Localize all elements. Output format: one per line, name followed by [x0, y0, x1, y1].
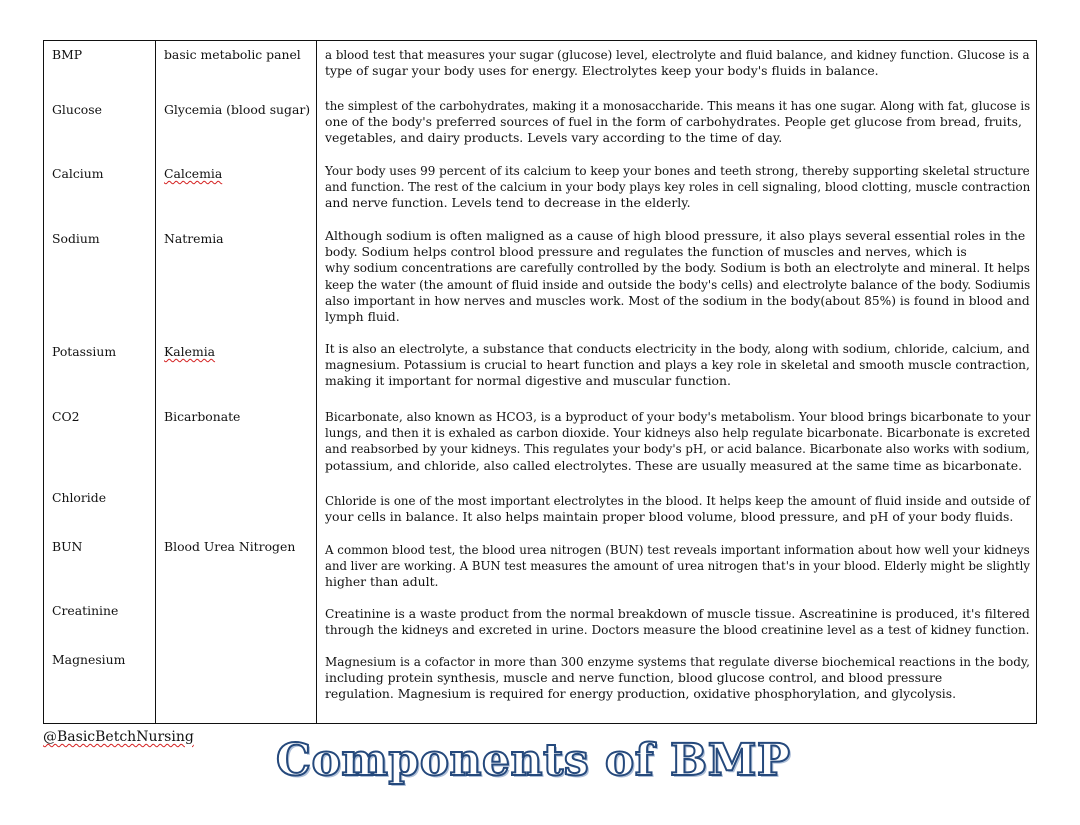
row-name-calcium: Calcemia — [164, 166, 223, 181]
row-desc-bmp — [325, 47, 1030, 79]
row-name-bun: Blood Urea Nitrogen — [164, 539, 296, 554]
page-title: Components of BMP — [276, 735, 791, 786]
column-divider-2 — [316, 41, 317, 723]
desc-line: potassium, and chloride, also called electrolytes. These are usually measured at the same time as bicarbonate. — [325, 457, 1023, 473]
desc-line: magnesium. Potassium is crucial to heart function and plays a key role in skeletal and smooth muscle contraction, — [325, 357, 1030, 373]
row-abbr-glucose: Glucose — [52, 102, 102, 117]
desc-line: and liver are working. A BUN test measures the amount of urea nitrogen that's in your blood. Elderly might be slightly — [325, 558, 1030, 574]
desc-line: the simplest of the carbohydrates, making it a monosaccharide. This means it has one sugar. Along with fat, glucose is — [325, 98, 1031, 113]
desc-line: lungs, and then it is exhaled as carbon dioxide. Your kidneys also help regulate bicarbonate. Bicarbonate is excreted — [325, 425, 1031, 441]
row-desc-creatinine — [325, 606, 1030, 638]
row-desc-sodium — [325, 228, 1030, 325]
desc-line: and reabsorbed by your kidneys. This regulates your body's pH, or acid balance. Bicarbonate also works with sodium, — [325, 441, 1030, 457]
desc-line: type of sugar your body uses for energy. Electrolytes keep your body's fluids in balance. — [325, 63, 879, 79]
desc-line: A common blood test, the blood urea nitrogen (BUN) test reveals important information about how well your kidneys — [325, 542, 1030, 557]
desc-line: higher than adult. — [325, 574, 439, 590]
desc-line: also important in how nerves and muscles work. Most of the sodium in the body(about 85%) is found in blood and — [325, 292, 1030, 308]
row-abbr-calcium: Calcium — [52, 166, 104, 181]
desc-line: a blood test that measures your sugar (glucose) level, electrolyte and fluid balance, and kidney function. Glucose is a — [325, 47, 1030, 62]
row-abbr-sodium: Sodium — [52, 231, 100, 246]
row-desc-calcium — [325, 163, 1030, 212]
desc-line: Creatinine is a waste product from the normal breakdown of muscle tissue. Ascreatinine is produced, it's filtered — [325, 606, 1030, 621]
desc-line: Your body uses 99 percent of its calcium to keep your bones and teeth strong, thereby supporting skeletal structure — [325, 163, 1030, 178]
desc-line: Magnesium is a cofactor in more than 300 enzyme systems that regulate diverse biochemical reactions in the body, — [325, 654, 1030, 669]
row-abbr-magnesium: Magnesium — [52, 652, 126, 667]
desc-line: Although sodium is often maligned as a cause of high blood pressure, it also plays several essential roles in the — [325, 228, 1026, 243]
desc-line: making it important for normal digestive and muscular function. — [325, 373, 731, 389]
desc-line: including protein synthesis, muscle and nerve function, blood glucose control, and blood pressure — [325, 670, 943, 686]
desc-line: through the kidneys and excreted in urine. Doctors measure the blood creatinine level as a test of kidney function. — [325, 622, 1030, 638]
row-name-bmp: basic metabolic panel — [164, 47, 301, 62]
desc-line: regulation. Magnesium is required for energy production, oxidative phosphorylation, and glycolysis. — [325, 686, 957, 702]
desc-line: Chloride is one of the most important electrolytes in the blood. It helps keep the amount of fluid inside and outside of — [325, 493, 1030, 508]
row-desc-chloride — [325, 493, 1030, 525]
row-abbr-bun: BUN — [52, 539, 83, 554]
row-desc-glucose — [325, 98, 1030, 147]
row-name-co2: Bicarbonate — [164, 409, 241, 424]
desc-line: one of the body's preferred sources of fuel in the form of carbohydrates. People get glucose from bread, fruits, — [325, 114, 1022, 130]
desc-line: and function. The rest of the calcium in your body plays key roles in cell signaling, blood clotting, muscle contraction — [325, 179, 1031, 195]
row-abbr-co2: CO2 — [52, 409, 80, 424]
desc-line: lymph fluid. — [325, 309, 400, 325]
desc-line: Bicarbonate, also known as HCO3, is a byproduct of your body's metabolism. Your blood brings bicarbonate to your — [325, 409, 1031, 424]
desc-line: and nerve function. Levels tend to decrease in the elderly. — [325, 195, 691, 211]
row-desc-co2 — [325, 409, 1030, 474]
row-abbr-chloride: Chloride — [52, 490, 107, 505]
desc-line: It is also an electrolyte, a substance that conducts electricity in the body, along with sodium, chloride, calcium, and — [325, 341, 1030, 356]
desc-line: vegetables, and dairy products. Levels vary according to the time of day. — [325, 130, 783, 146]
row-name-glucose: Glycemia (blood sugar) — [164, 102, 311, 117]
desc-line: why sodium concentrations are carefully controlled by the body. Sodium is both an electrolyte and mineral. It helps — [325, 260, 1030, 276]
row-desc-bun — [325, 542, 1030, 591]
column-divider-1 — [155, 41, 156, 723]
row-abbr-bmp: BMP — [52, 47, 83, 62]
row-desc-potassium — [325, 341, 1030, 390]
row-abbr-potassium: Potassium — [52, 344, 117, 359]
desc-line: body. Sodium helps control blood pressure and regulates the function of muscles and nerves, which is — [325, 244, 967, 260]
desc-line: keep the water (the amount of fluid inside and outside the body's cells) and electrolyte balance of the body. Sodiumis — [325, 276, 1031, 292]
row-desc-magnesium — [325, 654, 1030, 703]
author-handle: @BasicBetchNursing — [43, 729, 194, 745]
row-abbr-creatinine: Creatinine — [52, 603, 119, 618]
bmp-components-table — [43, 40, 1037, 724]
desc-line: your cells in balance. It also helps maintain proper blood volume, blood pressure, and pH of your body fluids. — [325, 509, 1014, 525]
row-name-potassium: Kalemia — [164, 344, 216, 359]
row-name-sodium: Natremia — [164, 231, 224, 246]
